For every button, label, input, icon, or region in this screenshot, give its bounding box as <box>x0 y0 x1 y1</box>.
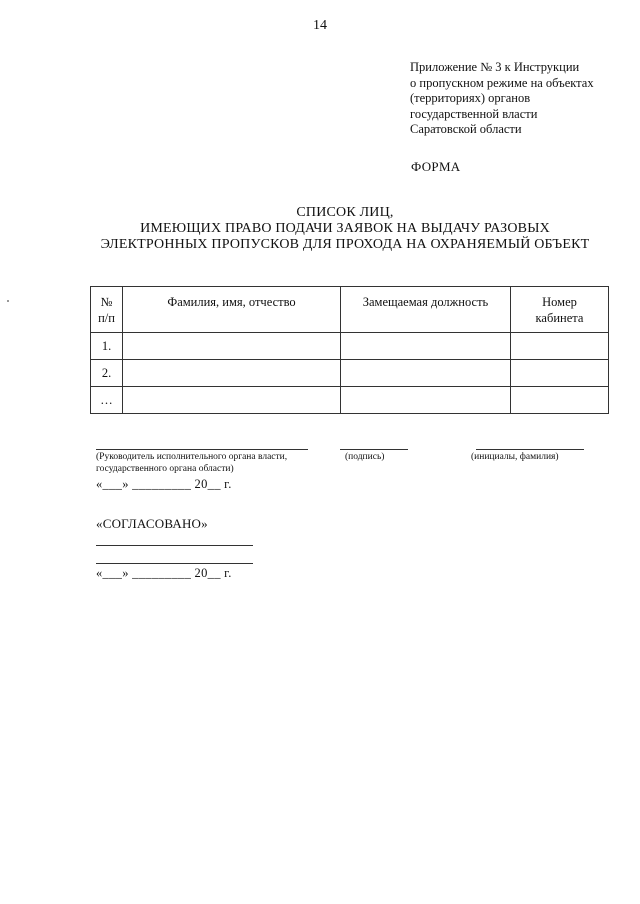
name-signature-line <box>476 449 584 450</box>
appendix-line: Приложение № 3 к Инструкции <box>410 60 580 74</box>
head-caption-line: (Руководитель исполнительного органа власти, <box>96 452 288 462</box>
cell-full-name <box>123 360 341 387</box>
header-number-line1: № <box>100 295 113 309</box>
table-row <box>91 360 609 387</box>
scan-dot <box>7 300 9 302</box>
table-row <box>91 333 609 360</box>
persons-table <box>90 286 609 414</box>
agreed-date: «___» _________ 20__ г. <box>96 566 232 580</box>
signature-line <box>340 449 408 450</box>
title-line: СПИСОК ЛИЦ, <box>296 205 394 220</box>
cell-room <box>511 333 609 360</box>
document-title <box>0 205 640 253</box>
cell-position <box>341 333 511 360</box>
agreed-line <box>96 545 253 546</box>
cell-position <box>341 360 511 387</box>
head-signature-line <box>96 449 308 450</box>
cell-room <box>511 387 609 414</box>
appendix-note <box>410 60 594 138</box>
appendix-line: государственной власти <box>410 106 538 121</box>
appendix-line: о пропускном режиме на объектах <box>410 75 594 90</box>
header-full-name: Фамилия, имя, отчество <box>123 287 341 333</box>
signature-date: «___» _________ 20__ г. <box>96 477 232 491</box>
table-row <box>91 387 609 414</box>
name-caption: (инициалы, фамилия) <box>471 452 559 462</box>
table-header-row <box>91 287 609 333</box>
header-room-line2: кабинета <box>535 311 584 325</box>
header-room <box>511 287 609 333</box>
row-number: 2. <box>91 360 123 387</box>
title-line: ЭЛЕКТРОННЫХ ПРОПУСКОВ ДЛЯ ПРОХОДА НА ОХРАНЯЕМЫЙ ОБЪЕКТ <box>100 237 590 252</box>
head-caption <box>96 451 287 475</box>
agreed-label: «СОГЛАСОВАНО» <box>96 516 208 531</box>
form-label: ФОРМА <box>411 159 461 174</box>
appendix-line: Саратовской области <box>410 122 522 136</box>
header-number <box>91 287 123 333</box>
row-number: 1. <box>91 333 123 360</box>
agreed-line <box>96 563 253 564</box>
title-line: ИМЕЮЩИХ ПРАВО ПОДАЧИ ЗАЯВОК НА ВЫДАЧУ РАЗОВЫХ <box>140 221 550 236</box>
row-number: … <box>91 387 123 414</box>
cell-full-name <box>123 387 341 414</box>
cell-position <box>341 387 511 414</box>
header-position: Замещаемая должность <box>341 287 511 333</box>
head-caption-line: государственного органа области) <box>96 464 234 474</box>
cell-full-name <box>123 333 341 360</box>
appendix-line: (территориях) органов <box>410 91 531 105</box>
cell-room <box>511 360 609 387</box>
header-number-line2: п/п <box>98 311 115 325</box>
page-number: 14 <box>313 18 327 33</box>
header-room-line1: Номер <box>542 295 577 309</box>
sign-caption: (подпись) <box>345 452 385 462</box>
